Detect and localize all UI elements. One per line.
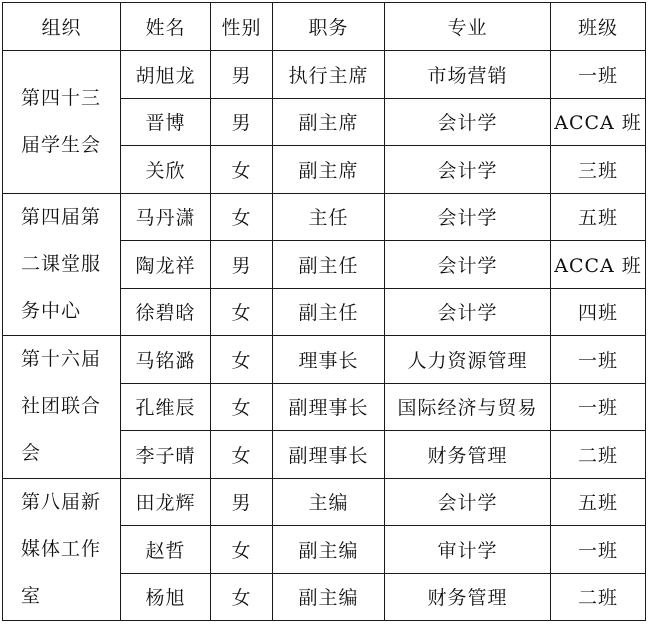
member-major: 国际经济与贸易 — [385, 383, 551, 431]
table-row — [3, 478, 646, 526]
header-org: 组织 — [3, 3, 121, 51]
member-class: 二班 — [551, 573, 646, 621]
member-class: 一班 — [551, 51, 646, 99]
org-cell: 第四十三届学生会 — [3, 51, 121, 194]
member-name: 徐碧晗 — [121, 288, 211, 336]
member-post: 副理事长 — [273, 383, 385, 431]
member-major: 市场营销 — [385, 51, 551, 99]
member-name: 胡旭龙 — [121, 51, 211, 99]
member-post: 副主任 — [273, 241, 385, 289]
member-post: 副理事长 — [273, 431, 385, 479]
member-class: 三班 — [551, 146, 646, 194]
member-gender: 女 — [211, 526, 273, 574]
member-post: 主任 — [273, 193, 385, 241]
member-gender: 女 — [211, 383, 273, 431]
header-class: 班级 — [551, 3, 646, 51]
header-post: 职务 — [273, 3, 385, 51]
member-class: 二班 — [551, 431, 646, 479]
member-gender: 女 — [211, 336, 273, 384]
member-name: 马铭潞 — [121, 336, 211, 384]
member-class: 五班 — [551, 478, 646, 526]
member-major: 会计学 — [385, 98, 551, 146]
member-name: 陶龙祥 — [121, 241, 211, 289]
member-gender: 女 — [211, 573, 273, 621]
member-class: 一班 — [551, 336, 646, 384]
member-name: 晋博 — [121, 98, 211, 146]
member-gender: 女 — [211, 146, 273, 194]
member-post: 副主席 — [273, 98, 385, 146]
member-name: 孔维辰 — [121, 383, 211, 431]
member-major: 审计学 — [385, 526, 551, 574]
member-name: 李子晴 — [121, 431, 211, 479]
member-class: ACCA 班 — [551, 98, 646, 146]
member-post: 副主编 — [273, 526, 385, 574]
member-post: 副主任 — [273, 288, 385, 336]
org-cell: 第十六届社团联合会 — [3, 336, 121, 479]
table-row — [3, 51, 646, 99]
member-gender: 男 — [211, 241, 273, 289]
table-row — [3, 336, 646, 384]
member-post: 副主编 — [273, 573, 385, 621]
member-name: 马丹潇 — [121, 193, 211, 241]
member-major: 财务管理 — [385, 431, 551, 479]
member-gender: 男 — [211, 478, 273, 526]
member-name: 杨旭 — [121, 573, 211, 621]
member-major: 会计学 — [385, 146, 551, 194]
header-gender: 性别 — [211, 3, 273, 51]
member-gender: 男 — [211, 51, 273, 99]
member-major: 会计学 — [385, 241, 551, 289]
member-major: 人力资源管理 — [385, 336, 551, 384]
member-post: 理事长 — [273, 336, 385, 384]
member-post: 主编 — [273, 478, 385, 526]
member-name: 赵哲 — [121, 526, 211, 574]
member-major: 会计学 — [385, 288, 551, 336]
header-row — [3, 3, 646, 51]
table-row — [3, 193, 646, 241]
member-gender: 女 — [211, 193, 273, 241]
header-major: 专业 — [385, 3, 551, 51]
member-gender: 女 — [211, 288, 273, 336]
member-major: 财务管理 — [385, 573, 551, 621]
roster-table — [2, 2, 646, 621]
member-class: ACCA 班 — [551, 241, 646, 289]
member-gender: 女 — [211, 431, 273, 479]
member-class: 一班 — [551, 526, 646, 574]
member-class: 五班 — [551, 193, 646, 241]
header-name: 姓名 — [121, 3, 211, 51]
member-major: 会计学 — [385, 193, 551, 241]
member-class: 四班 — [551, 288, 646, 336]
member-major: 会计学 — [385, 478, 551, 526]
org-cell: 第八届新媒体工作室 — [3, 478, 121, 621]
org-cell: 第四届第二课堂服务中心 — [3, 193, 121, 336]
member-post: 副主席 — [273, 146, 385, 194]
member-name: 关欣 — [121, 146, 211, 194]
member-class: 一班 — [551, 383, 646, 431]
member-gender: 男 — [211, 98, 273, 146]
member-post: 执行主席 — [273, 51, 385, 99]
member-name: 田龙辉 — [121, 478, 211, 526]
